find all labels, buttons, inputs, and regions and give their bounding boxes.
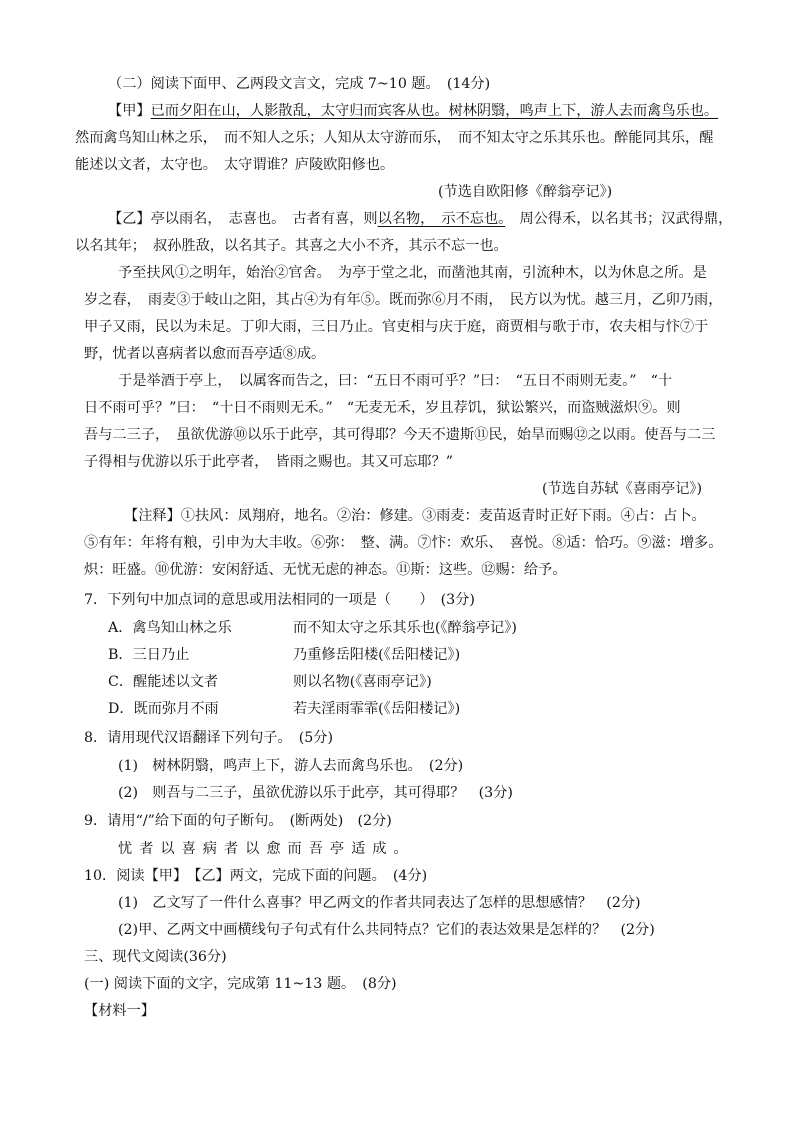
jia-label: 【甲】 <box>108 103 151 119</box>
q8-item-1: (1) 树林阴翳，鸣声上下，游人去而禽鸟乐也。 (2分) <box>118 758 464 774</box>
jia-underlined-sentence: 已而夕阳在山，人影散乱，太守归而宾客从也。树林阴翳，鸣声上下，游人去而禽鸟乐也。 <box>150 103 719 119</box>
yi-paragraph-2-line-4: 野，忧者以喜病者以愈而吾亭适⑧成。 <box>84 346 326 362</box>
section-3-heading: 三、现代文阅读(36分) <box>84 949 227 965</box>
jia-paragraph-line-2: 然而禽鸟知山林之乐， 而不知人之乐；人知从太守游而乐， 而不知太守之乐其乐也。醉能同其乐，醒 <box>75 130 714 146</box>
notes-line-2: ⑤有年：年将有粮，引申为大丰收。⑥弥： 整、满。⑦忭：欢乐、 喜悦。⑧适：恰巧。⑨滋：增多。 <box>84 535 723 551</box>
q8-item-2: (2) 则吾与二三子，虽欲优游以乐于此亭，其可得耶？ (3分) <box>118 785 513 801</box>
question-8-stem: 8．请用现代汉语翻译下列句子。 (5分) <box>84 730 334 746</box>
yi-paragraph-3-line-4: 子得相与优游以乐于此亭者， 皆雨之赐也。其又可忘耶？” <box>84 454 454 470</box>
yi-paragraph-3-line-3: 吾与二三子， 虽欲优游⑩以乐于此亭，其可得耶？今天不遗斯⑪民，始旱而赐⑫之以雨。使吾与二三 <box>84 427 716 443</box>
section-3-1-heading: (一) 阅读下面的文字，完成第 11~13 题。 (8分) <box>84 976 397 992</box>
section-2-heading: （二）阅读下面甲、乙两段文言文，完成 7~10 题。 (14分) <box>108 76 491 92</box>
yi-label: 【乙】 <box>108 211 151 227</box>
q10-item-1: (1) 乙文写了一件什么喜事？甲乙两文的作者共同表达了怎样的思想感情？ (2分) <box>118 895 641 911</box>
notes-line-1: 【注释】①扶风：凤翔府，地名。②治：修建。③雨麦：麦苗返青时正好下雨。④占：占卜。 <box>124 508 706 524</box>
yi-source: (节选自苏轼《喜雨亭记》) <box>542 481 703 497</box>
q7-option-d: D．既而弥月不雨 若夫淫雨霏霏(《岳阳楼记》) <box>108 701 461 717</box>
yi-underlined-phrase: 以名物， 示不忘也。 <box>377 211 506 227</box>
yi-paragraph-2-line-3: 甲子又雨，民以为未足。丁卯大雨，三日乃止。官吏相与庆于庭，商贾相与歌于市，农夫相与忭⑦于 <box>84 319 709 335</box>
q7-option-c: C．醒能述以文者 则以名物(《喜雨亭记》) <box>108 674 432 690</box>
yi-paragraph-2-line-1: 予至扶风①之明年，始治②官舍。 为亭于堂之北，而凿池其南，引流种木，以为休息之所。是 <box>118 265 707 281</box>
yi-paragraph-3-line-1: 于是举酒于亭上， 以属客而告之，曰：“五日不雨可乎？”曰： “五日不雨则无麦。” “十 <box>118 373 673 389</box>
yi-paragraph-2-line-2: 岁之春， 雨麦③于岐山之阳，其占④为有年⑤。既而弥⑥月不雨， 民方以为忧。越三月，乙卯乃雨， <box>84 292 723 308</box>
question-7-stem: 7．下列句中加点词的意思或用法相同的一项是（ ） (3分) <box>84 592 475 608</box>
q7-option-a: A．禽鸟知山林之乐 而不知太守之乐其乐也(《醉翁亭记》) <box>108 620 517 636</box>
q9-sentence: 忧者以喜病者以愈而吾亭适成。 <box>118 841 415 857</box>
question-10-stem: 10．阅读【甲】 【乙】两文，完成下面的问题。 (4分) <box>84 868 428 884</box>
jia-paragraph-line-3: 能述以文者，太守也。 太守谓谁？庐陵欧阳修也。 <box>75 157 395 173</box>
q10-item-2: (2)甲、乙两文中画横线句子句式有什么共同特点？它们的表达效果是怎样的？ (2分) <box>118 922 655 938</box>
yi-paragraph-3-line-2: 日不雨可乎？”曰： “十日不雨则无禾。” “无麦无禾，岁且荐饥，狱讼繁兴，而盗贼滋炽⑨。则 <box>84 400 681 416</box>
yi-paragraph-1-line-2: 以名其年； 叔孙胜敌，以名其子。其喜之大小不齐，其示不忘一也。 <box>75 238 508 254</box>
question-9-stem: 9．请用“/”给下面的句子断句。 (断两处) (2分) <box>84 813 392 829</box>
q7-option-b: B．三日乃止 乃重修岳阳楼(《岳阳楼记》) <box>108 647 461 663</box>
jia-source: (节选自欧阳修《醉翁亭记》) <box>438 184 613 200</box>
jia-paragraph-line-1 <box>108 101 718 121</box>
notes-line-3: 炽：旺盛。⑩优游：安闲舒适、无忧无虑的神态。⑪斯：这些。⑫赐：给予。 <box>84 562 567 578</box>
material-1-label: 【材料一】 <box>84 1003 155 1019</box>
yi-paragraph-1-line-1: 【乙】亭以雨名， 志喜也。 古者有喜，则以名物， 示不忘也。 周公得禾，以名其书；汉武得鼎， <box>108 211 733 227</box>
